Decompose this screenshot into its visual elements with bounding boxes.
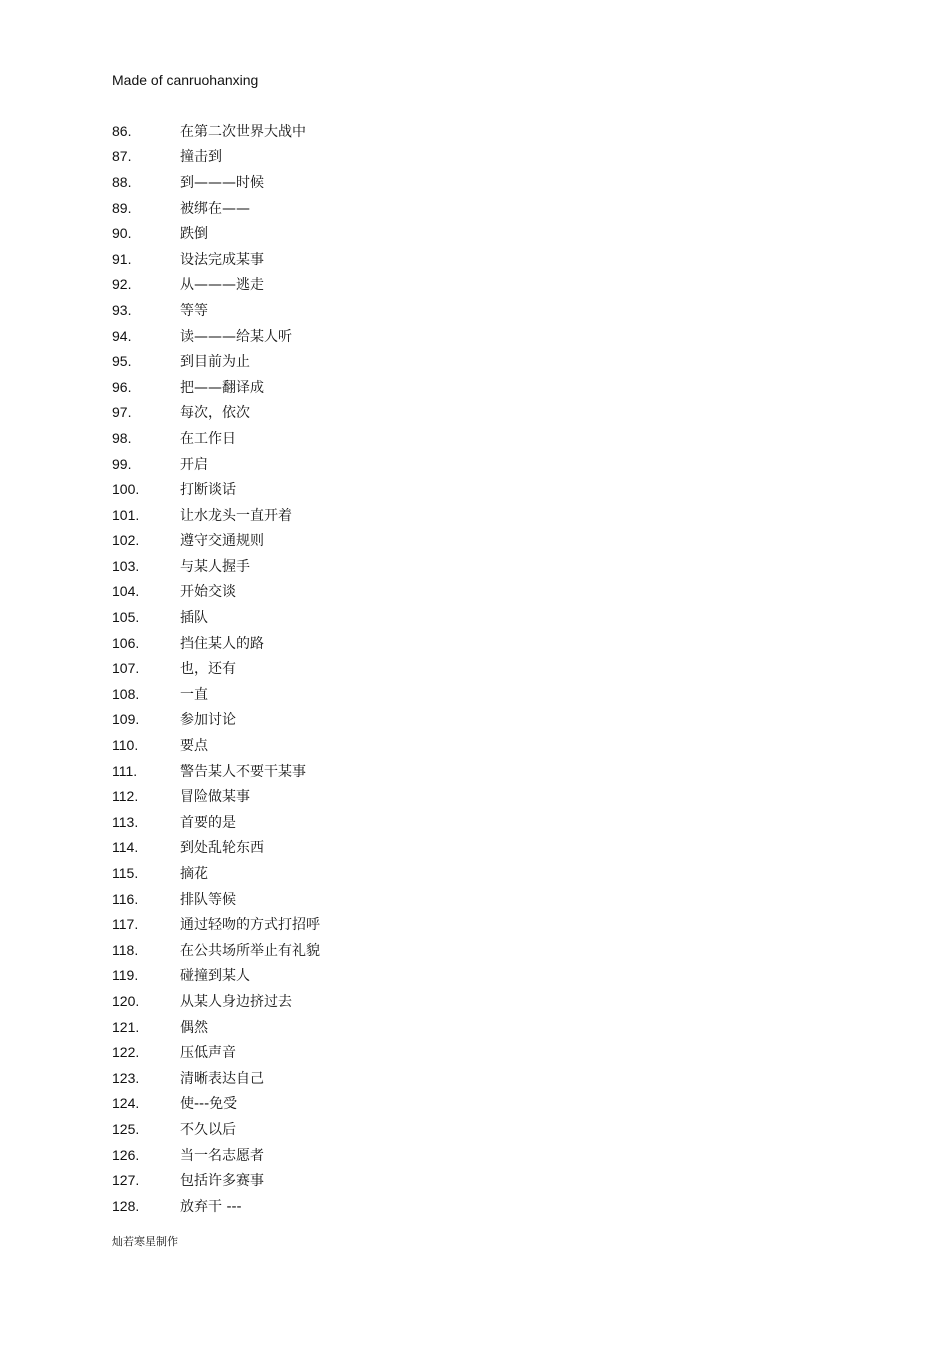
entry-text: 使---免受 <box>180 1096 238 1113</box>
list-item <box>112 323 532 349</box>
entry-number: 124. <box>112 1095 140 1112</box>
list-item <box>112 681 532 707</box>
entry-number: 91. <box>112 250 132 267</box>
entry-text: 撞击到 <box>180 149 222 166</box>
entry-number: 128. <box>112 1197 140 1214</box>
entry-text: 当一名志愿者 <box>180 1147 264 1164</box>
entry-text: 开启 <box>180 456 208 473</box>
entry-text: 打断谈话 <box>180 482 236 499</box>
entry-text: 挡住某人的路 <box>180 635 264 652</box>
entry-number: 123. <box>112 1069 140 1086</box>
list-item <box>112 118 532 144</box>
entry-text: 冒险做某事 <box>180 789 250 806</box>
list-item <box>112 246 532 272</box>
entry-number: 125. <box>112 1120 140 1137</box>
entry-number: 110. <box>112 737 139 754</box>
list-item <box>112 502 532 528</box>
entry-number: 127. <box>112 1172 140 1189</box>
list-item <box>112 400 532 426</box>
list-item <box>112 297 532 323</box>
entry-number: 88. <box>112 173 132 190</box>
list-item <box>112 451 532 477</box>
list-item <box>112 579 532 605</box>
entry-text: 被绑在—— <box>180 200 250 217</box>
entry-number: 111. <box>112 762 138 779</box>
entry-text: 在工作日 <box>180 430 236 447</box>
list-item <box>112 425 532 451</box>
entry-number: 87. <box>112 148 132 165</box>
entry-number: 89. <box>112 199 132 216</box>
entry-text: 从———逃走 <box>180 277 264 294</box>
entry-number: 119. <box>112 967 139 984</box>
entry-number: 116. <box>112 890 139 907</box>
entry-number: 92. <box>112 276 132 293</box>
entry-text: 与某人握手 <box>180 558 250 575</box>
list-item <box>112 348 532 374</box>
list-item <box>112 169 532 195</box>
entry-text: 不久以后 <box>180 1121 236 1138</box>
entry-text: 排队等候 <box>180 891 236 908</box>
entry-text: 到———时候 <box>180 174 264 191</box>
list-item <box>112 1116 532 1142</box>
entry-text: 在第二次世界大战中 <box>180 123 306 140</box>
entry-number: 109. <box>112 711 140 728</box>
list-item <box>112 988 532 1014</box>
page-header: Made of canruohanxing <box>112 72 259 88</box>
entry-number: 90. <box>112 225 132 242</box>
entry-number: 96. <box>112 378 132 395</box>
entry-number: 113. <box>112 813 139 830</box>
list-item <box>112 732 532 758</box>
list-item <box>112 604 532 630</box>
entry-text: 从某人身边挤过去 <box>180 993 292 1010</box>
entry-text: 要点 <box>180 738 208 755</box>
entry-number: 126. <box>112 1146 140 1163</box>
list-item <box>112 272 532 298</box>
entry-text: 碰撞到某人 <box>180 968 250 985</box>
list-item <box>112 783 532 809</box>
entry-text: 清晰表达自己 <box>180 1070 264 1087</box>
entry-text: 放弃干 --- <box>180 1198 242 1215</box>
entry-text: 每次，依次 <box>180 405 250 422</box>
list-item <box>112 758 532 784</box>
entry-text: 让水龙头一直开着 <box>180 507 292 524</box>
entry-text: 压低声音 <box>180 1045 236 1062</box>
entry-number: 98. <box>112 429 132 446</box>
entry-number: 120. <box>112 992 140 1009</box>
page-footer: 灿若寒星制作 <box>112 1235 178 1248</box>
entry-text: 到处乱轮东西 <box>180 840 264 857</box>
list-item <box>112 707 532 733</box>
entry-number: 118. <box>112 941 139 958</box>
entry-number: 122. <box>112 1044 140 1061</box>
entry-text: 一直 <box>180 686 208 703</box>
entry-number: 106. <box>112 634 140 651</box>
entry-number: 93. <box>112 301 132 318</box>
entry-text: 到目前为止 <box>180 354 250 371</box>
entry-text: 警告某人不要干某事 <box>180 763 306 780</box>
entry-number: 114. <box>112 839 139 856</box>
entry-number: 117. <box>112 916 139 933</box>
entry-number: 108. <box>112 685 140 702</box>
entry-text: 摘花 <box>180 866 208 883</box>
entry-text: 遵守交通规则 <box>180 533 264 550</box>
list-item <box>112 886 532 912</box>
entry-text: 设法完成某事 <box>180 251 264 268</box>
list-item <box>112 1039 532 1065</box>
entry-number: 86. <box>112 122 132 139</box>
entry-text: 包括许多赛事 <box>180 1173 264 1190</box>
entry-text: 把——翻译成 <box>180 379 264 396</box>
entry-text: 偶然 <box>180 1019 208 1036</box>
entry-number: 101. <box>112 506 140 523</box>
entry-number: 105. <box>112 609 140 626</box>
list-item <box>112 1193 532 1219</box>
list-item <box>112 809 532 835</box>
entry-number: 94. <box>112 327 132 344</box>
list-item <box>112 835 532 861</box>
list-item <box>112 655 532 681</box>
list-item <box>112 963 532 989</box>
list-item <box>112 1091 532 1117</box>
entry-number: 104. <box>112 583 140 600</box>
entry-text: 读———给某人听 <box>180 328 292 345</box>
entry-number: 97. <box>112 404 132 421</box>
list-item <box>112 528 532 554</box>
entry-number: 121. <box>112 1018 140 1035</box>
list-item <box>112 1167 532 1193</box>
entry-text: 也，还有 <box>180 661 236 678</box>
entry-number: 102. <box>112 532 140 549</box>
entry-number: 100. <box>112 481 140 498</box>
entry-text: 通过轻吻的方式打招呼 <box>180 917 320 934</box>
list-item <box>112 374 532 400</box>
entry-text: 等等 <box>180 302 208 319</box>
list-item <box>112 195 532 221</box>
entry-text: 在公共场所举止有礼貌 <box>180 942 320 959</box>
list-item <box>112 860 532 886</box>
entry-number: 95. <box>112 353 132 370</box>
entry-number: 103. <box>112 557 140 574</box>
list-item <box>112 911 532 937</box>
list-item <box>112 1065 532 1091</box>
list-item <box>112 553 532 579</box>
entry-text: 首要的是 <box>180 814 236 831</box>
vocabulary-list <box>112 118 532 1219</box>
list-item <box>112 220 532 246</box>
entry-text: 插队 <box>180 610 208 627</box>
entry-number: 99. <box>112 455 132 472</box>
entry-text: 跌倒 <box>180 226 208 243</box>
list-item <box>112 476 532 502</box>
entry-text: 开始交谈 <box>180 584 236 601</box>
entry-text: 参加讨论 <box>180 712 236 729</box>
list-item <box>112 630 532 656</box>
entry-number: 112. <box>112 788 139 805</box>
list-item <box>112 937 532 963</box>
entry-number: 115. <box>112 865 139 882</box>
entry-number: 107. <box>112 660 140 677</box>
list-item <box>112 144 532 170</box>
list-item <box>112 1014 532 1040</box>
list-item <box>112 1142 532 1168</box>
